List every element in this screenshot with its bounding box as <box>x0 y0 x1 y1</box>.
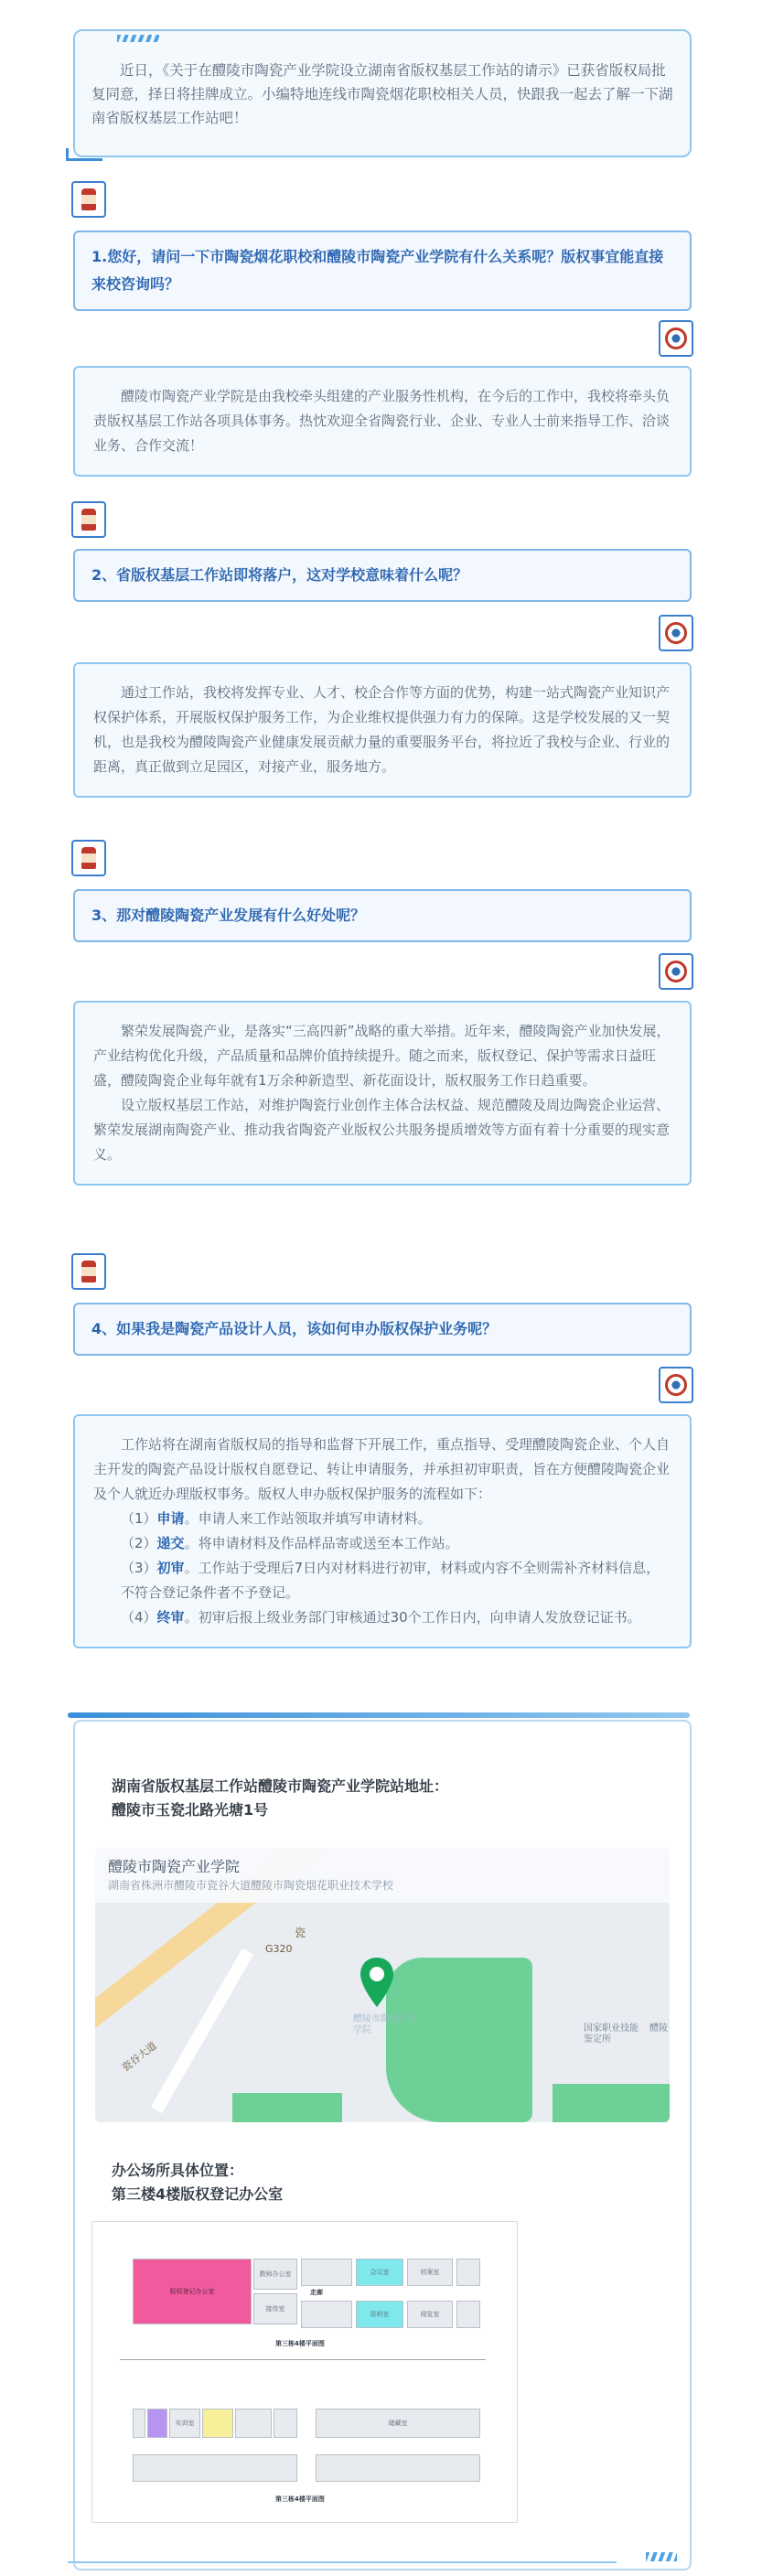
plan-room <box>133 2409 145 2438</box>
student-avatar-icon <box>71 501 106 538</box>
decorative-bar <box>68 1712 690 1718</box>
map-green-area <box>386 1958 532 2122</box>
question-box-2 <box>73 549 692 602</box>
answer-paragraph-2: 设立版权基层工作站，对维护陶瓷行业创作主体合法权益、规范醴陵及周边陶瓷企业运营、繁荣发展湖南陶瓷产业、推动我省陶瓷产业版权公共服务提质增效等方面有着十分重要的现实意义。 <box>93 1097 671 1163</box>
floor-plan <box>91 2221 518 2523</box>
answer-box-2 <box>73 662 692 798</box>
student-avatar-icon <box>71 840 106 876</box>
map-place-label: 国家职业技能鉴定所 <box>584 2023 639 2045</box>
corridor-label: 走廊 <box>310 2289 323 2296</box>
plan-caption: 第三栋4楼平面图 <box>275 2496 325 2503</box>
question-box-4 <box>73 1303 692 1356</box>
plan-room-highlight: 版权登记办公室 <box>133 2259 252 2324</box>
answer-text: 通过工作站，我校将发挥专业、人才、校企合作等方面的优势，构建一站式陶瓷产业知识产权保护体系，开展版权保护服务工作，为企业维权提供强力有力的保障。这是学校发展的又一契机，也是我校为醴陵陶瓷产业健康发展贡献力量的重要服务平台，将拉近了我校与企业、行业的距离，真正做到立足园区，对接产业，服务地方。 <box>93 684 671 775</box>
map-green-area <box>553 2084 670 2122</box>
student-avatar-icon <box>71 181 106 218</box>
plan-room-highlight <box>147 2409 167 2438</box>
question-box-3 <box>73 889 692 942</box>
map-place-label: 醴陵 <box>649 2023 668 2034</box>
plan-room <box>456 2259 480 2286</box>
decorative-line <box>68 2561 617 2563</box>
location-pin-icon <box>359 1956 395 2011</box>
plan-room-highlight: 资料室 <box>356 2301 403 2328</box>
plan-room <box>274 2409 297 2438</box>
plan-room: 接待室 <box>253 2293 297 2324</box>
plan-room <box>456 2301 480 2328</box>
map-place-address: 湖南省株洲市醴陵市瓷谷大道醴陵市陶瓷烟花职业技术学校 <box>108 1879 394 1892</box>
road-code: G320 <box>265 1943 293 1955</box>
process-step: （4）终审。初审后报上级业务部门审核通过30个工作日内，向申请人发放登记证书。 <box>121 1609 641 1626</box>
intro-text: 近日，《关于在醴陵市陶瓷产业学院设立湖南省版权基层工作站的请示》已获省版权局批复同意，择日将挂牌成立。小编特地连线市陶瓷烟花职校相关人员，快跟我一起去了解一下湖南省版权基层工作站吧！ <box>91 62 673 126</box>
school-logo-icon <box>659 953 693 990</box>
decorative-stripes <box>646 2552 677 2561</box>
answer-box-4 <box>73 1414 692 1648</box>
plan-divider <box>120 2359 486 2360</box>
student-avatar-icon <box>71 1253 106 1290</box>
plan-room: 档案室 <box>407 2259 453 2286</box>
plan-room: 阅览室 <box>407 2301 453 2328</box>
answer-paragraph-1: 繁荣发展陶瓷产业，是落实“三高四新”战略的重大举措。近年来，醴陵陶瓷产业加快发展，产业结构优化升级，产品质量和品牌价值持续提升。随之而来，版权登记、保护等需求日益旺盛，醴陵陶瓷企业每年就有1万余种新造型、新花面设计，版权服务工作日趋重要。 <box>93 1023 671 1089</box>
pin-label: 醴陵市陶瓷产业学院 <box>353 2014 417 2035</box>
map-road <box>151 1948 253 2113</box>
office-title: 办公场所具体位置： 第三楼4楼版权登记办公室 <box>112 2162 284 2203</box>
plan-room: 教师办公室 <box>253 2259 297 2290</box>
question-text: 3、那对醴陵陶瓷产业发展有什么好处呢？ <box>91 907 366 924</box>
answer-box-1 <box>73 366 692 477</box>
map-green-area <box>232 2093 342 2122</box>
plan-room: 实训室 <box>169 2409 200 2438</box>
decorative-corner <box>66 148 102 161</box>
question-text: 2、省版权基层工作站即将落户，这对学校意味着什么呢？ <box>91 566 468 584</box>
process-step: （3）初审。工作站于受理后7日内对材料进行初审，材料或内容不全则需补齐材料信息，不符合登记条件者不予登记。 <box>121 1560 660 1601</box>
decorative-stripes <box>117 35 159 42</box>
location-map[interactable] <box>95 1848 670 2122</box>
plan-room <box>133 2454 297 2482</box>
process-step: （2）递交。将申请材料及作品样品寄或送至本工作站。 <box>121 1535 459 1551</box>
map-place-name: 醴陵市陶瓷产业学院 <box>108 1858 241 1875</box>
plan-room <box>301 2259 352 2286</box>
school-logo-icon <box>659 1367 693 1403</box>
question-text: 4、如果我是陶瓷产品设计人员，该如何申办版权保护业务呢？ <box>91 1320 498 1337</box>
plan-room-highlight <box>202 2409 233 2438</box>
answer-text: 醴陵市陶瓷产业学院是由我校牵头组建的产业服务性机构，在今后的工作中，我校将牵头负责版权基层工作站各项具体事务。热忱欢迎全省陶瓷行业、企业、专业人士前来指导工作、洽谈业务、合作交流！ <box>93 388 671 454</box>
question-text: 1.您好，请问一下市陶瓷烟花职校和醴陵市陶瓷产业学院有什么关系呢？版权事宜能直接来校咨询吗？ <box>91 248 664 293</box>
plan-room <box>316 2454 480 2482</box>
address-title: 湖南省版权基层工作站醴陵市陶瓷产业学院站地址： 醴陵市玉瓷北路光塘1号 <box>112 1777 449 1819</box>
plan-room <box>301 2301 352 2328</box>
road-label: 瓷谷大道 <box>119 2039 159 2075</box>
plan-room <box>235 2409 272 2438</box>
answer-box-3 <box>73 1001 692 1186</box>
plan-caption: 第三栋4楼平面图 <box>275 2340 325 2347</box>
answer-intro: 工作站将在湖南省版权局的指导和监督下开展工作，重点指导、受理醴陵陶瓷企业、个人自主开发的陶瓷产品设计版权自愿登记、转让申请服务，并承担初审职责，旨在方便醴陵陶瓷企业及个人就近办理版权事务。版权人申办版权保护服务的流程如下： <box>93 1436 671 1502</box>
map-header <box>95 1848 670 1903</box>
question-box-1 <box>73 231 692 311</box>
school-logo-icon <box>659 615 693 651</box>
school-logo-icon <box>659 320 693 357</box>
road-label-2: 瓷 <box>295 1927 306 1939</box>
plan-room: 储藏室 <box>316 2409 480 2438</box>
process-step: （1）申请。申请人来工作站领取并填写申请材料。 <box>121 1510 432 1527</box>
plan-room-highlight: 会议室 <box>356 2259 403 2286</box>
